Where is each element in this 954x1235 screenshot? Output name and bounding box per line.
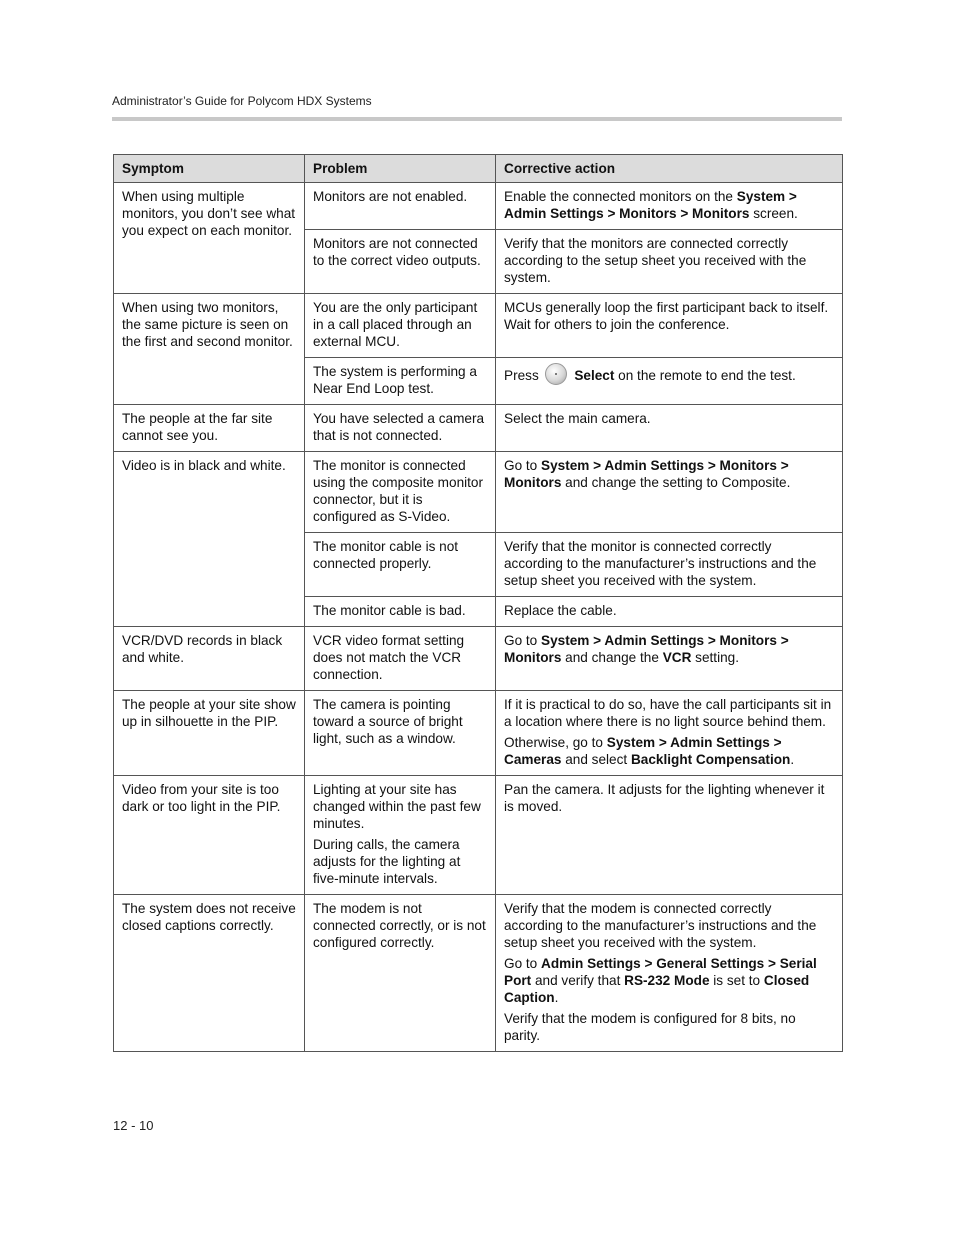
problem-cell: The modem is not connected correctly, or is not configured correctly. xyxy=(305,895,496,1052)
column-header-problem: Problem xyxy=(305,155,496,183)
symptom-cell: When using multiple monitors, you don’t see what you expect on each monitor. xyxy=(114,183,305,294)
table-row xyxy=(114,895,843,1052)
problem-cell: Monitors are not enabled. xyxy=(305,183,496,230)
running-header: Administrator’s Guide for Polycom HDX Systems xyxy=(112,94,372,108)
table-row xyxy=(114,452,843,533)
symptom-cell: The people at your site show up in silhouette in the PIP. xyxy=(114,691,305,776)
problem-cell: You are the only participant in a call placed through an external MCU. xyxy=(305,294,496,358)
select-button-icon xyxy=(545,363,567,385)
action-paragraph: Verify that the modem is connected correctly according to the manufacturer’s instructions and the setup sheet you received with the system. xyxy=(504,901,817,950)
problem-cell: The monitor cable is not connected properly. xyxy=(305,533,496,597)
action-paragraph: Verify that the modem is configured for 8 bits, no parity. xyxy=(504,1011,796,1043)
action-cell: Verify that the monitor is connected correctly according to the manufacturer’s instructions and the setup sheet you received with the system. xyxy=(496,533,843,597)
column-header-symptom: Symptom xyxy=(114,155,305,183)
action-cell: Select the main camera. xyxy=(496,405,843,452)
table-row xyxy=(114,627,843,691)
action-paragraph: Go to Admin Settings > General Settings > Serial Port and verify that RS-232 Mode is set to Closed Caption. xyxy=(504,956,817,1005)
action-cell: Go to System > Admin Settings > Monitors > Monitors and change the VCR setting. xyxy=(496,627,843,691)
table-row xyxy=(114,776,843,895)
symptom-cell: The people at the far site cannot see you. xyxy=(114,405,305,452)
problem-cell: Monitors are not connected to the correct video outputs. xyxy=(305,230,496,294)
action-cell: Press Select on the remote to end the test. xyxy=(496,358,843,405)
problem-cell: You have selected a camera that is not connected. xyxy=(305,405,496,452)
table-header-row xyxy=(114,155,843,183)
problem-cell: The monitor is connected using the composite monitor connector, but it is configured as S-Video. xyxy=(305,452,496,533)
problem-cell xyxy=(305,776,496,895)
action-cell: Enable the connected monitors on the System > Admin Settings > Monitors > Monitors screen. xyxy=(496,183,843,230)
header-rule xyxy=(112,117,842,121)
troubleshooting-table xyxy=(113,154,843,1052)
action-cell: MCUs generally loop the first participant back to itself. Wait for others to join the conference. xyxy=(496,294,843,358)
symptom-cell: When using two monitors, the same picture is seen on the first and second monitor. xyxy=(114,294,305,405)
action-cell xyxy=(496,895,843,1052)
table-row xyxy=(114,405,843,452)
symptom-cell: VCR/DVD records in black and white. xyxy=(114,627,305,691)
column-header-corrective-action: Corrective action xyxy=(496,155,843,183)
symptom-cell: The system does not receive closed captions correctly. xyxy=(114,895,305,1052)
action-cell: Pan the camera. It adjusts for the lighting whenever it is moved. xyxy=(496,776,843,895)
action-cell: Replace the cable. xyxy=(496,597,843,627)
table-row xyxy=(114,691,843,776)
table-row xyxy=(114,294,843,358)
action-cell: Verify that the monitors are connected correctly according to the setup sheet you received with the system. xyxy=(496,230,843,294)
action-cell: Go to System > Admin Settings > Monitors > Monitors and change the setting to Composite. xyxy=(496,452,843,533)
action-paragraph: Otherwise, go to System > Admin Settings > Cameras and select Backlight Compensation. xyxy=(504,735,795,767)
problem-cell: VCR video format setting does not match the VCR connection. xyxy=(305,627,496,691)
symptom-cell: Video from your site is too dark or too light in the PIP. xyxy=(114,776,305,895)
action-paragraph: If it is practical to do so, have the call participants sit in a location where there is no light source behind them. xyxy=(504,697,832,729)
symptom-cell: Video is in black and white. xyxy=(114,452,305,627)
page-number: 12 - 10 xyxy=(113,1118,154,1133)
action-cell xyxy=(496,691,843,776)
problem-paragraph: During calls, the camera adjusts for the lighting at five-minute intervals. xyxy=(313,837,461,886)
table-row xyxy=(114,183,843,230)
problem-cell: The monitor cable is bad. xyxy=(305,597,496,627)
problem-paragraph: Lighting at your site has changed within the past few minutes. xyxy=(313,782,481,831)
problem-cell: The system is performing a Near End Loop test. xyxy=(305,358,496,405)
problem-cell: The camera is pointing toward a source of bright light, such as a window. xyxy=(305,691,496,776)
